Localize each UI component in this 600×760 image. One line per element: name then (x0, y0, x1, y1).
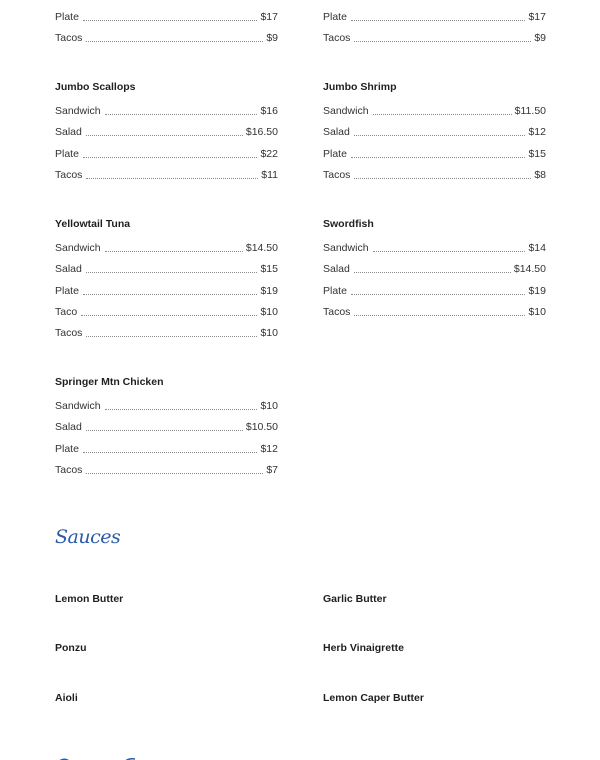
menu-item-row (55, 420, 278, 433)
menu-item-row (323, 10, 546, 23)
item-price: $22 (260, 148, 278, 160)
item-label: Tacos (55, 169, 83, 181)
item-price: $17 (528, 11, 546, 23)
sauce-item: Aioli (55, 692, 78, 704)
item-label: Tacos (55, 464, 83, 476)
menu-item-row (55, 31, 278, 44)
item-label: Plate (55, 443, 79, 455)
item-price: $11.50 (514, 105, 546, 117)
menu-item-row (55, 125, 278, 138)
item-price: $19 (260, 285, 278, 297)
menu-item-row (323, 104, 546, 117)
item-price: $12 (528, 126, 546, 138)
sauce-item: Garlic Butter (323, 593, 387, 605)
item-label: Plate (323, 11, 347, 23)
dot-leader (86, 272, 258, 273)
item-label: Tacos (323, 32, 351, 44)
dot-leader (354, 41, 531, 42)
sauce-item: Herb Vinaigrette (323, 642, 404, 654)
item-price: $12 (260, 443, 278, 455)
dot-leader (86, 41, 263, 42)
group-title: Swordfish (323, 218, 374, 230)
menu-item-row (323, 305, 546, 318)
menu-item-row (55, 463, 278, 476)
menu-item-row (55, 399, 278, 412)
item-price: $9 (266, 32, 278, 44)
menu-item-row (55, 442, 278, 455)
dot-leader (81, 315, 257, 316)
dot-leader (354, 315, 525, 316)
group-title: Jumbo Shrimp (323, 81, 397, 93)
dot-leader (86, 430, 243, 431)
item-label: Tacos (323, 306, 351, 318)
menu-item-row (55, 168, 278, 181)
item-label: Tacos (55, 327, 83, 339)
item-label: Tacos (323, 169, 351, 181)
item-price: $17 (260, 11, 278, 23)
item-label: Salad (55, 126, 82, 138)
item-label: Plate (323, 148, 347, 160)
item-label: Plate (55, 148, 79, 160)
group-title: Springer Mtn Chicken (55, 376, 164, 388)
sauce-item: Lemon Butter (55, 593, 124, 605)
item-price: $15 (528, 148, 546, 160)
sauce-item: Ponzu (55, 642, 87, 654)
dot-leader (351, 157, 526, 158)
dot-leader (351, 20, 526, 21)
item-price: $14.50 (245, 242, 278, 254)
dot-leader (354, 135, 526, 136)
item-price: $8 (534, 169, 546, 181)
item-label: Sandwich (55, 105, 101, 117)
item-price: $9 (534, 32, 546, 44)
item-label: Sandwich (55, 400, 101, 412)
menu-item-row (323, 168, 546, 181)
next-section-title-fragment (55, 752, 145, 760)
item-label: Plate (323, 285, 347, 297)
group-title: Yellowtail Tuna (55, 218, 131, 230)
menu-item-row (55, 326, 278, 339)
item-price: $14.50 (513, 263, 546, 275)
menu-item-row (55, 104, 278, 117)
item-label: Sandwich (323, 242, 369, 254)
item-label: Plate (55, 11, 79, 23)
menu-item-row (55, 284, 278, 297)
item-label: Plate (55, 285, 79, 297)
item-price: $14 (528, 242, 546, 254)
menu-item-row (55, 262, 278, 275)
dot-leader (83, 294, 258, 295)
item-price: $10 (260, 327, 278, 339)
item-price: $19 (528, 285, 546, 297)
sauce-item: Lemon Caper Butter (323, 692, 424, 704)
item-price: $15 (260, 263, 278, 275)
item-label: Salad (323, 263, 350, 275)
dot-leader (86, 473, 263, 474)
dot-leader (86, 178, 258, 179)
sauces-section-title: Sauces (55, 526, 121, 548)
item-label: Sandwich (323, 105, 369, 117)
menu-item-row (323, 147, 546, 160)
dot-leader (105, 114, 258, 115)
dot-leader (351, 294, 526, 295)
dot-leader (83, 452, 258, 453)
item-label: Tacos (55, 32, 83, 44)
item-price: $16.50 (245, 126, 278, 138)
menu-item-row (55, 147, 278, 160)
item-price: $10 (260, 306, 278, 318)
dot-leader (354, 178, 531, 179)
item-price: $11 (261, 169, 278, 181)
menu-item-row (55, 10, 278, 23)
dot-leader (83, 20, 258, 21)
dot-leader (105, 251, 243, 252)
menu-item-row (323, 284, 546, 297)
menu-item-row (323, 241, 546, 254)
dot-leader (373, 251, 526, 252)
menu-item-row (323, 125, 546, 138)
item-label: Salad (55, 263, 82, 275)
item-price: $10 (528, 306, 546, 318)
item-label: Salad (55, 421, 82, 433)
item-label: Taco (55, 306, 78, 318)
item-price: $16 (260, 105, 278, 117)
menu-item-row (323, 262, 546, 275)
item-price: $10 (260, 400, 278, 412)
dot-leader (83, 157, 258, 158)
menu-item-row (55, 305, 278, 318)
item-label: Sandwich (55, 242, 101, 254)
dot-leader (86, 336, 257, 337)
item-price: $10.50 (245, 421, 278, 433)
dot-leader (373, 114, 512, 115)
item-price: $7 (266, 464, 278, 476)
dot-leader (354, 272, 511, 273)
group-title: Jumbo Scallops (55, 81, 136, 93)
menu-item-row (323, 31, 546, 44)
item-label: Salad (323, 126, 350, 138)
dot-leader (86, 135, 243, 136)
dot-leader (105, 409, 258, 410)
menu-item-row (55, 241, 278, 254)
